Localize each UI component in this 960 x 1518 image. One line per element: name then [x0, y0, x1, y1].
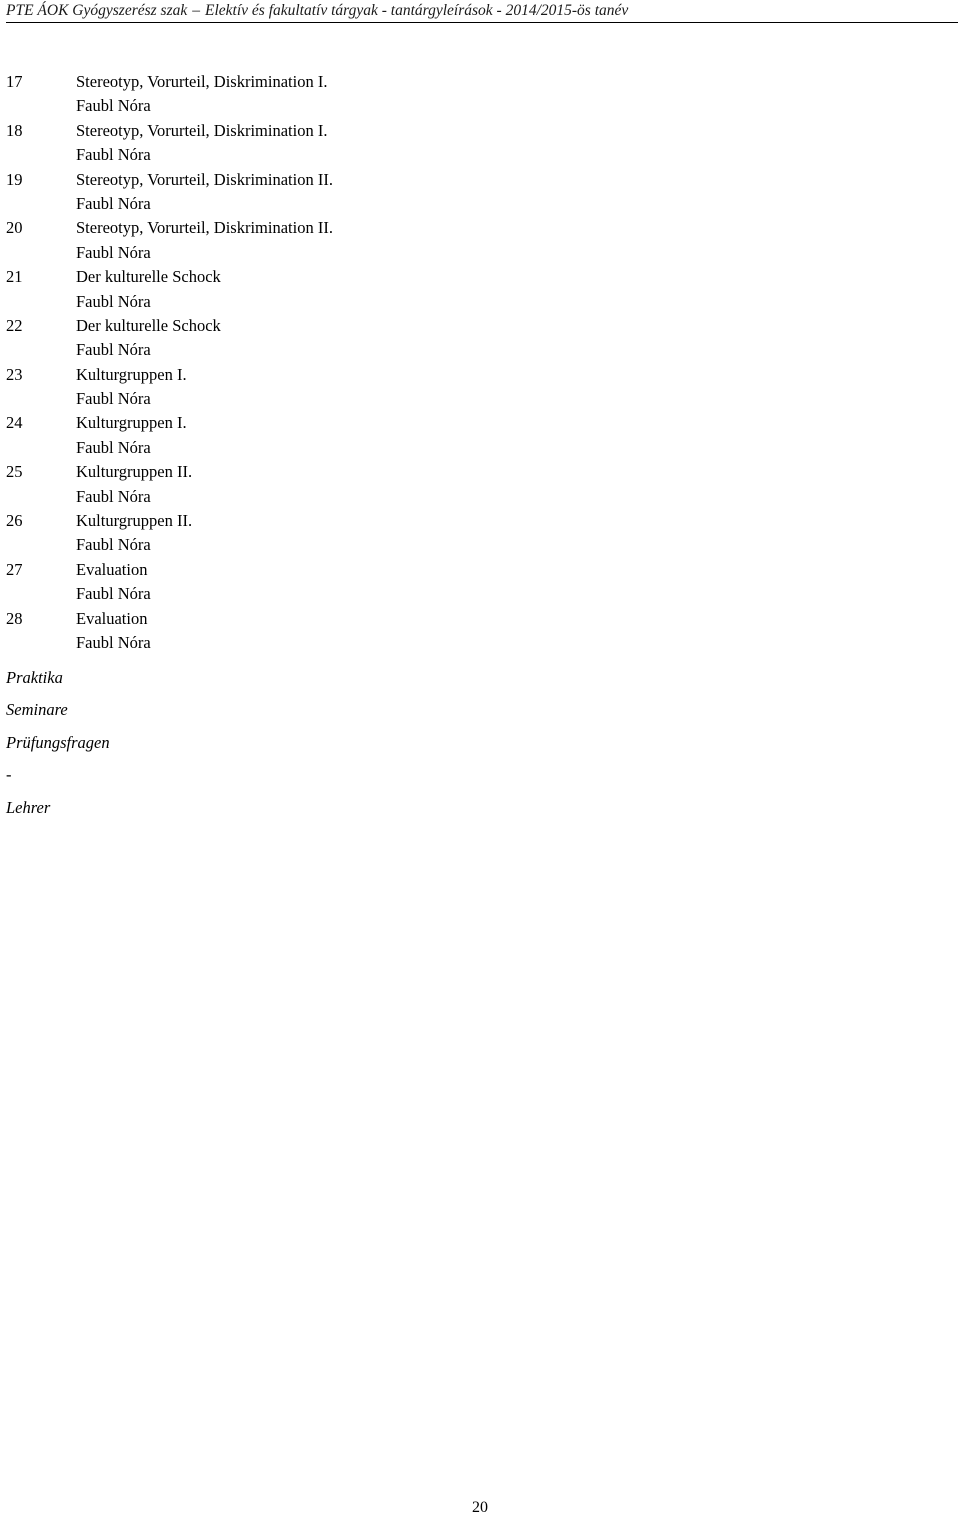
lesson-title: Der kulturelle Schock [76, 315, 221, 335]
lesson-number: 23 [6, 364, 23, 384]
lesson-title-line [6, 119, 706, 143]
lesson-teacher: Faubl Nóra [76, 632, 151, 652]
lesson-title: Evaluation [76, 559, 148, 579]
lesson-number: 22 [6, 315, 23, 335]
header-separator: – [192, 2, 200, 19]
lesson-number: 26 [6, 511, 23, 531]
lesson-title: Kulturgruppen I. [76, 413, 187, 433]
lesson-title: Stereotyp, Vorurteil, Diskrimination II. [76, 169, 333, 189]
lesson-teacher: Faubl Nóra [76, 340, 151, 360]
lesson-title-line [6, 216, 706, 240]
lesson-teacher: Faubl Nóra [76, 193, 151, 213]
lesson-title-line [6, 168, 706, 192]
lesson-number: 25 [6, 462, 23, 482]
lesson-item [6, 460, 706, 509]
lesson-teacher: Faubl Nóra [76, 437, 151, 457]
section-labels [6, 662, 110, 824]
lesson-title: Kulturgruppen I. [76, 364, 187, 384]
praktika-heading: Praktika [6, 668, 63, 687]
lehrer-heading: Lehrer [6, 797, 51, 817]
lesson-item [6, 363, 706, 412]
lesson-number: 21 [6, 267, 23, 287]
header-program: PTE ÁOK Gyógyszerész szak [6, 2, 188, 19]
lesson-item [6, 168, 706, 217]
lesson-teacher: Faubl Nóra [76, 291, 151, 311]
lesson-item [6, 558, 706, 607]
lesson-item [6, 411, 706, 460]
header-document-title: Elektív és fakultatív tárgyak - tantárgyleírások - 2014/2015-ös tanév [205, 2, 629, 19]
lesson-item [6, 119, 706, 168]
lesson-title: Stereotyp, Vorurteil, Diskrimination I. [76, 72, 328, 91]
lesson-number: 27 [6, 559, 23, 579]
lesson-title: Der kulturelle Schock [76, 267, 221, 287]
lesson-title-line [6, 607, 706, 631]
running-header [6, 2, 958, 23]
page-number: 20 [472, 1499, 488, 1516]
seminare-heading: Seminare [6, 700, 68, 720]
lesson-teacher: Faubl Nóra [76, 486, 151, 506]
pruefungsfragen-heading: Prüfungsfragen [6, 732, 110, 752]
lesson-number: 24 [6, 413, 23, 433]
lesson-teacher: Faubl Nóra [76, 242, 151, 262]
lesson-item [6, 70, 706, 119]
lesson-title: Kulturgruppen II. [76, 462, 193, 482]
lesson-item [6, 216, 706, 265]
lesson-title: Stereotyp, Vorurteil, Diskrimination II. [76, 218, 333, 238]
lesson-item [6, 607, 706, 656]
lesson-teacher: Faubl Nóra [76, 96, 151, 116]
lesson-title-line [6, 509, 706, 533]
lesson-title-line [6, 460, 706, 484]
lesson-teacher: Faubl Nóra [76, 584, 151, 604]
lesson-number: 17 [6, 72, 23, 91]
lesson-teacher: Faubl Nóra [76, 535, 151, 555]
lesson-teacher: Faubl Nóra [76, 389, 151, 409]
lesson-item [6, 314, 706, 363]
lesson-title: Stereotyp, Vorurteil, Diskrimination I. [76, 120, 328, 140]
lesson-number: 28 [6, 608, 23, 628]
lesson-title-line [6, 70, 706, 94]
lesson-title-line [6, 558, 706, 582]
lesson-number: 19 [6, 169, 23, 189]
lesson-title-line [6, 314, 706, 338]
lesson-item [6, 509, 706, 558]
lesson-number: 20 [6, 218, 23, 238]
lesson-list [6, 70, 706, 655]
lesson-number: 18 [6, 120, 23, 140]
lesson-teacher: Faubl Nóra [76, 145, 151, 165]
pruefungsfragen-value: - [6, 765, 12, 785]
lesson-title-line [6, 411, 706, 435]
lesson-title: Evaluation [76, 608, 148, 628]
lesson-title-line [6, 265, 706, 289]
lesson-title-line [6, 363, 706, 387]
lesson-title: Kulturgruppen II. [76, 511, 193, 531]
lesson-item [6, 265, 706, 314]
